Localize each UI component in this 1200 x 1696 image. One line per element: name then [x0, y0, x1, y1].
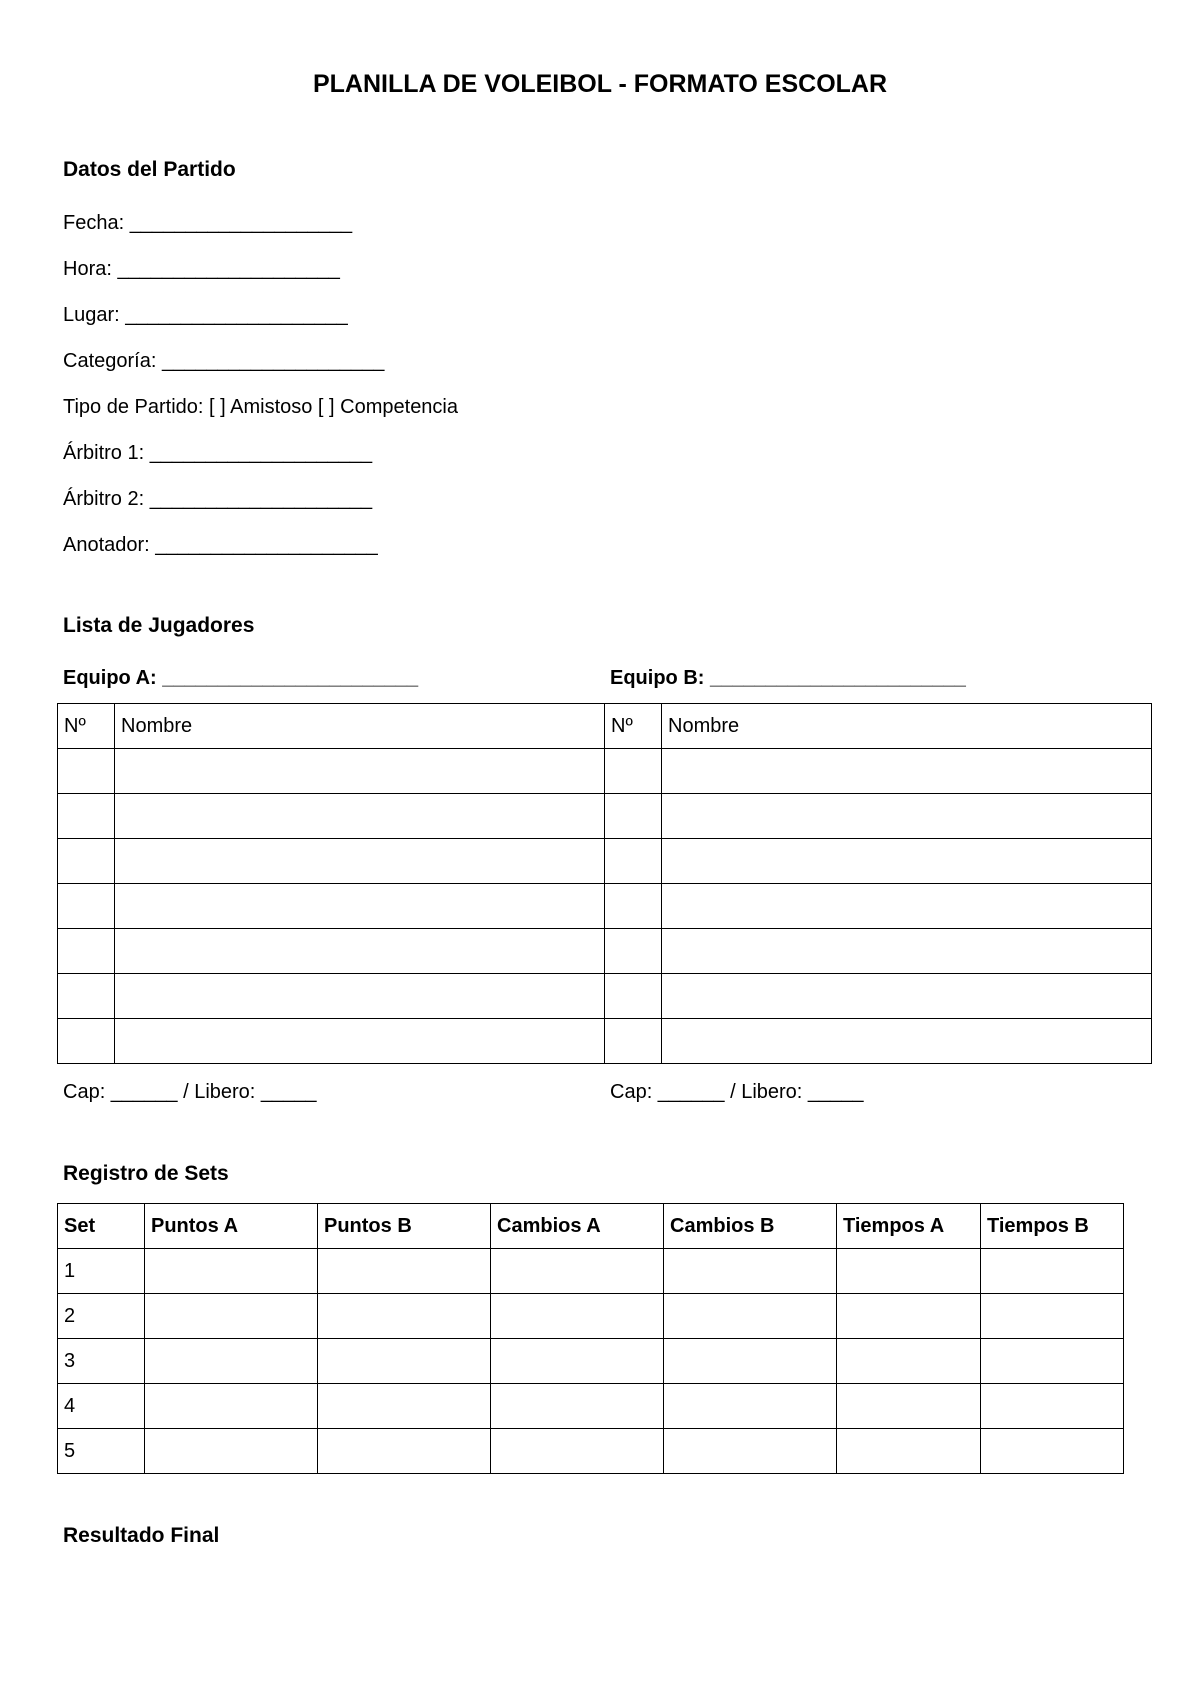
- table-row: [58, 839, 1152, 884]
- table-row: [58, 974, 1152, 1019]
- table-row: [58, 1019, 1152, 1064]
- cell[interactable]: [662, 749, 1152, 794]
- cell[interactable]: [58, 794, 115, 839]
- cell[interactable]: [981, 1429, 1124, 1474]
- page-title: PLANILLA DE VOLEIBOL - FORMATO ESCOLAR: [312, 70, 888, 98]
- set-number: 4: [58, 1384, 145, 1429]
- table-row: [58, 929, 1152, 974]
- cell[interactable]: [318, 1294, 491, 1339]
- col-nombre-a: Nombre: [115, 704, 605, 749]
- cell[interactable]: [605, 749, 662, 794]
- cell[interactable]: [318, 1249, 491, 1294]
- sets-header-row: [58, 1204, 1124, 1249]
- col-puntos-b: Puntos B: [318, 1204, 491, 1249]
- cell[interactable]: [58, 839, 115, 884]
- cell[interactable]: [58, 1019, 115, 1064]
- col-set: Set: [58, 1204, 145, 1249]
- cell[interactable]: [115, 884, 605, 929]
- cell[interactable]: [491, 1294, 664, 1339]
- cell[interactable]: [115, 839, 605, 884]
- cell[interactable]: [605, 1019, 662, 1064]
- table-row: [58, 1249, 1124, 1294]
- cell[interactable]: [662, 839, 1152, 884]
- cell[interactable]: [318, 1429, 491, 1474]
- cell[interactable]: [981, 1294, 1124, 1339]
- cell[interactable]: [837, 1429, 981, 1474]
- set-number: 3: [58, 1339, 145, 1384]
- cell[interactable]: [662, 884, 1152, 929]
- cell[interactable]: [837, 1294, 981, 1339]
- col-tiempos-a: Tiempos A: [837, 1204, 981, 1249]
- col-cambios-b: Cambios B: [664, 1204, 837, 1249]
- cell[interactable]: [58, 929, 115, 974]
- cell[interactable]: [491, 1384, 664, 1429]
- cell[interactable]: [664, 1339, 837, 1384]
- tipo-partido-field[interactable]: Tipo de Partido: [ ] Amistoso [ ] Competencia: [63, 396, 458, 418]
- table-row: [58, 1294, 1124, 1339]
- cell[interactable]: [115, 1019, 605, 1064]
- cell[interactable]: [662, 974, 1152, 1019]
- cell[interactable]: [837, 1249, 981, 1294]
- cell[interactable]: [837, 1339, 981, 1384]
- equipo-a-field[interactable]: Equipo A: _______________________: [63, 667, 419, 689]
- cell[interactable]: [318, 1339, 491, 1384]
- cell[interactable]: [605, 839, 662, 884]
- cell[interactable]: [664, 1249, 837, 1294]
- cell[interactable]: [981, 1339, 1124, 1384]
- cell[interactable]: [58, 884, 115, 929]
- cell[interactable]: [662, 1019, 1152, 1064]
- cell[interactable]: [664, 1294, 837, 1339]
- fecha-field[interactable]: Fecha: ____________________: [63, 212, 353, 234]
- equipo-b-field[interactable]: Equipo B: _______________________: [610, 667, 966, 689]
- cell[interactable]: [664, 1429, 837, 1474]
- cell[interactable]: [145, 1429, 318, 1474]
- table-row: [58, 884, 1152, 929]
- sets-table: [57, 1203, 1124, 1474]
- resultado-heading: Resultado Final: [63, 1524, 220, 1547]
- table-row: [58, 794, 1152, 839]
- table-row: [58, 1384, 1124, 1429]
- cap-libero-a-field[interactable]: Cap: ______ / Libero: _____: [63, 1081, 317, 1103]
- col-num-b: Nº: [605, 704, 662, 749]
- table-row: [58, 1429, 1124, 1474]
- anotador-field[interactable]: Anotador: ____________________: [63, 534, 378, 556]
- cell[interactable]: [145, 1249, 318, 1294]
- arbitro1-field[interactable]: Árbitro 1: ____________________: [63, 442, 373, 464]
- cell[interactable]: [145, 1294, 318, 1339]
- players-table: [57, 703, 1152, 1064]
- cell[interactable]: [491, 1339, 664, 1384]
- cell[interactable]: [145, 1384, 318, 1429]
- cap-libero-b-field[interactable]: Cap: ______ / Libero: _____: [610, 1081, 864, 1103]
- cell[interactable]: [605, 974, 662, 1019]
- cell[interactable]: [837, 1384, 981, 1429]
- cell[interactable]: [318, 1384, 491, 1429]
- cell[interactable]: [115, 749, 605, 794]
- players-header-row: [58, 704, 1152, 749]
- cell[interactable]: [662, 929, 1152, 974]
- hora-field[interactable]: Hora: ____________________: [63, 258, 340, 280]
- col-puntos-a: Puntos A: [145, 1204, 318, 1249]
- set-number: 5: [58, 1429, 145, 1474]
- datos-heading: Datos del Partido: [63, 158, 236, 181]
- set-number: 1: [58, 1249, 145, 1294]
- cell[interactable]: [662, 794, 1152, 839]
- set-number: 2: [58, 1294, 145, 1339]
- cell[interactable]: [981, 1249, 1124, 1294]
- cell[interactable]: [58, 974, 115, 1019]
- col-cambios-a: Cambios A: [491, 1204, 664, 1249]
- cell[interactable]: [491, 1249, 664, 1294]
- categoria-field[interactable]: Categoría: ____________________: [63, 350, 385, 372]
- cell[interactable]: [115, 974, 605, 1019]
- cell[interactable]: [115, 794, 605, 839]
- cell[interactable]: [981, 1384, 1124, 1429]
- table-row: [58, 749, 1152, 794]
- cell[interactable]: [58, 749, 115, 794]
- table-row: [58, 1339, 1124, 1384]
- arbitro2-field[interactable]: Árbitro 2: ____________________: [63, 488, 373, 510]
- cell[interactable]: [605, 929, 662, 974]
- col-tiempos-b: Tiempos B: [981, 1204, 1124, 1249]
- col-nombre-b: Nombre: [662, 704, 1152, 749]
- cell[interactable]: [605, 794, 662, 839]
- cell[interactable]: [491, 1429, 664, 1474]
- cell[interactable]: [145, 1339, 318, 1384]
- col-num-a: Nº: [58, 704, 115, 749]
- jugadores-heading: Lista de Jugadores: [63, 614, 255, 637]
- cell[interactable]: [664, 1384, 837, 1429]
- cell[interactable]: [605, 884, 662, 929]
- cell[interactable]: [115, 929, 605, 974]
- sets-heading: Registro de Sets: [63, 1162, 229, 1185]
- lugar-field[interactable]: Lugar: ____________________: [63, 304, 348, 326]
